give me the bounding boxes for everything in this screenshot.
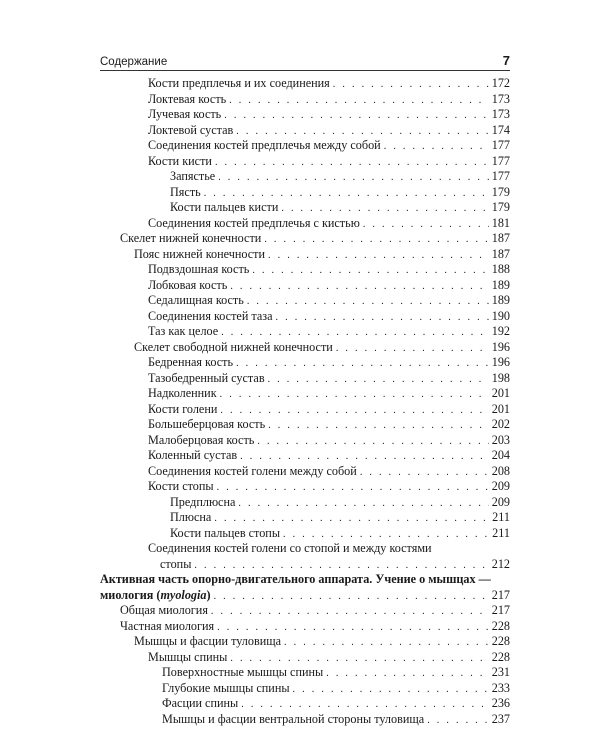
toc-entry-page: 233	[491, 680, 510, 695]
toc-entry-page: 196	[491, 339, 510, 354]
toc-entry	[100, 402, 510, 418]
toc-entry-page: 203	[491, 432, 510, 447]
toc-entry-label: Коленный сустав	[148, 448, 238, 462]
toc-leader-dots	[360, 465, 489, 481]
toc-leader-dots	[214, 511, 489, 527]
toc-entry-label: Плюсна	[170, 510, 212, 524]
toc-leader-dots	[247, 294, 489, 310]
toc-entry	[100, 665, 510, 681]
toc-entry-label: Таз как целое	[148, 324, 219, 338]
toc-entry-label: Бедренная кость	[148, 355, 234, 369]
toc-entry-label: Пясть	[170, 184, 201, 199]
toc-entry-label: Глубокие мышцы спины	[162, 680, 290, 695]
toc-section-title-cont	[100, 588, 211, 604]
toc-entry	[100, 355, 510, 371]
toc-entry-page: 209	[491, 479, 510, 493]
toc-leader-dots	[220, 387, 489, 403]
toc-entry-page: 177	[491, 169, 510, 183]
toc-entry-label: Мышцы спины	[148, 649, 228, 664]
toc-leader-dots	[230, 279, 488, 295]
toc-entry-page: 172	[491, 76, 510, 90]
toc-entry-label: Большеберцовая кость	[148, 417, 266, 431]
toc-entry-page: 179	[491, 184, 510, 199]
toc-leader-dots	[194, 558, 488, 574]
toc-entry-page: 189	[491, 293, 510, 307]
toc-entry-label: Общая миология	[120, 603, 208, 617]
toc-leader-dots	[241, 697, 488, 713]
toc-entry-label: Частная миология	[120, 618, 215, 633]
toc-entry-page: 204	[491, 448, 510, 462]
toc-entry-page: 187	[491, 246, 510, 261]
toc-entry-label: Тазобедренный сустав	[148, 370, 265, 385]
toc-entry-label: Пояс нижней конечности	[134, 246, 266, 261]
toc-leader-dots	[326, 666, 489, 682]
table-of-contents	[100, 76, 510, 727]
toc-entry-label: Локтевой сустав	[148, 122, 234, 137]
toc-entry-label: Соединения костей предплечья между собой	[148, 138, 381, 152]
toc-leader-dots	[238, 496, 488, 512]
toc-entry-page: 211	[492, 525, 510, 540]
toc-leader-dots	[217, 620, 489, 636]
toc-entry	[100, 92, 510, 108]
toc-entry-page: 231	[491, 665, 510, 679]
toc-entry-page: 181	[491, 215, 510, 230]
toc-main-list	[100, 76, 510, 541]
toc-entry	[100, 293, 510, 309]
toc-tail-list	[100, 603, 510, 727]
toc-entry	[100, 464, 510, 480]
toc-entry	[100, 76, 510, 92]
toc-entry-label: Кости кисти	[148, 153, 212, 168]
toc-entry-page: 236	[491, 696, 510, 710]
toc-entry-wrapped	[100, 541, 510, 572]
toc-leader-dots	[218, 170, 489, 186]
toc-entry	[100, 247, 510, 263]
toc-entry	[100, 696, 510, 712]
toc-leader-dots	[220, 403, 488, 419]
toc-entry-page: 177	[491, 138, 510, 152]
toc-entry	[100, 169, 510, 185]
toc-entry-label: Фасции спины	[162, 696, 239, 710]
toc-entry	[100, 495, 510, 511]
toc-entry-page: 202	[491, 417, 510, 431]
toc-entry	[100, 371, 510, 387]
toc-entry-page: 228	[491, 649, 510, 664]
toc-entry	[100, 526, 510, 542]
toc-entry	[100, 138, 510, 154]
toc-entry-page: 187	[491, 231, 510, 245]
toc-entry-label: Кости предплечья и их соединения	[148, 76, 330, 90]
toc-entry-label: Кости пальцев стопы	[170, 525, 281, 540]
toc-entry-label: Предплюсна	[170, 494, 236, 509]
running-header	[100, 50, 510, 70]
toc-section-title: Активная часть опорно-двигательного аппарата. Учение о мышцах —	[100, 572, 491, 586]
toc-entry-page: 179	[491, 200, 510, 214]
toc-leader-dots	[268, 418, 489, 434]
toc-entry-page: 174	[491, 122, 510, 137]
toc-entry	[100, 681, 510, 697]
toc-entry	[100, 200, 510, 216]
toc-entry	[100, 712, 510, 728]
toc-entry	[100, 324, 510, 340]
toc-leader-dots	[224, 108, 488, 124]
toc-entry-label: стопы	[160, 556, 192, 571]
toc-leader-dots	[221, 325, 489, 341]
toc-entry-page: 211	[492, 510, 510, 524]
toc-entry-page: 212	[491, 556, 510, 571]
toc-leader-dots	[229, 93, 489, 109]
toc-entry-page: 201	[491, 386, 510, 400]
toc-entry-label: Соединения костей голени между собой	[148, 463, 357, 478]
toc-entry	[100, 123, 510, 139]
toc-entry-page: 173	[491, 91, 510, 106]
toc-leader-dots	[257, 434, 488, 450]
toc-entry-page: 188	[491, 262, 510, 276]
toc-entry-page: 190	[491, 308, 510, 323]
toc-leader-dots	[240, 449, 489, 465]
toc-entry-label: Кости стопы	[148, 479, 214, 493]
toc-leader-dots	[211, 604, 489, 620]
toc-entry-page: 209	[491, 494, 510, 509]
toc-section-latin: myologia	[160, 587, 207, 602]
toc-entry	[100, 417, 510, 433]
toc-entry-page: 192	[491, 324, 510, 338]
header-section-title: Содержание	[100, 56, 168, 68]
toc-leader-dots	[281, 201, 488, 217]
toc-entry-page: 237	[491, 711, 510, 726]
toc-entry	[100, 386, 510, 402]
toc-entry-page: 173	[491, 107, 510, 121]
toc-entry-label: Соединения костей таза	[148, 308, 273, 323]
toc-entry	[100, 154, 510, 170]
toc-entry-label: Соединения костей голени со стопой и между костями	[148, 541, 432, 555]
toc-entry	[100, 309, 510, 325]
toc-leader-dots	[427, 713, 489, 729]
toc-leader-dots	[268, 372, 489, 388]
toc-section-suffix: )	[206, 587, 211, 602]
toc-entry-label: Соединения костей предплечья с кистью	[148, 215, 360, 230]
toc-entry	[100, 510, 510, 526]
toc-entry-page: 198	[491, 370, 510, 385]
toc-leader-dots	[293, 682, 489, 698]
header-rule	[100, 70, 510, 71]
toc-entry-label: Кости голени	[148, 401, 218, 416]
toc-leader-dots	[268, 248, 489, 264]
toc-entry-label: Подвздошная кость	[148, 262, 250, 276]
toc-leader-dots	[333, 77, 489, 93]
toc-entry	[100, 619, 510, 635]
toc-entry	[100, 479, 510, 495]
toc-leader-dots	[230, 651, 488, 667]
toc-entry	[100, 557, 510, 573]
toc-entry	[100, 278, 510, 294]
toc-leader-dots	[252, 263, 488, 279]
toc-entry-label: Скелет свободной нижней конечности	[134, 339, 333, 354]
toc-leader-dots	[217, 480, 489, 496]
toc-entry-label: Лобковая кость	[148, 277, 228, 292]
toc-leader-dots	[283, 527, 489, 543]
toc-entry-label: Седалищная кость	[148, 293, 244, 307]
toc-entry-page: 196	[491, 355, 510, 369]
toc-leader-dots	[236, 356, 489, 372]
toc-entry	[100, 262, 510, 278]
toc-entry-label: Кости пальцев кисти	[170, 200, 279, 214]
toc-section-heading	[100, 572, 510, 603]
toc-leader-dots	[363, 217, 489, 233]
toc-leader-dots	[264, 232, 488, 248]
header-page-number: 7	[502, 53, 510, 68]
toc-entry-page: 217	[491, 587, 510, 602]
toc-entry-page: 189	[491, 277, 510, 292]
toc-entry-page: 201	[491, 401, 510, 416]
toc-entry-label: Поверхностные мышцы спины	[162, 665, 324, 679]
toc-leader-dots	[204, 186, 489, 202]
toc-leader-dots	[384, 139, 489, 155]
toc-leader-dots	[214, 589, 489, 605]
toc-entry-page: 177	[491, 153, 510, 168]
toc-leader-dots	[336, 341, 489, 357]
toc-entry-label: Локтевая кость	[148, 91, 227, 106]
toc-entry	[100, 634, 510, 650]
toc-entry	[100, 340, 510, 356]
toc-entry	[100, 185, 510, 201]
toc-entry	[100, 231, 510, 247]
toc-entry	[100, 588, 510, 604]
toc-entry-label: Мышцы и фасции вентральной стороны туловища	[162, 711, 425, 726]
toc-entry	[100, 650, 510, 666]
toc-entry-label: Лучевая кость	[148, 107, 222, 121]
toc-entry	[100, 216, 510, 232]
toc-leader-dots	[284, 635, 489, 651]
toc-entry-page: 228	[491, 634, 510, 648]
toc-entry-label: Мышцы и фасции туловища	[134, 634, 282, 648]
toc-entry	[100, 448, 510, 464]
toc-leader-dots	[236, 124, 488, 140]
toc-section-prefix: миология (	[100, 587, 161, 602]
toc-entry-label: Малоберцовая кость	[148, 432, 255, 447]
toc-entry	[100, 433, 510, 449]
toc-entry	[100, 107, 510, 123]
toc-entry	[100, 603, 510, 619]
toc-leader-dots	[215, 155, 489, 171]
toc-leader-dots	[276, 310, 489, 326]
toc-entry-label: Скелет нижней конечности	[120, 231, 262, 245]
toc-entry-label: Запястье	[170, 169, 216, 183]
toc-entry-page: 208	[491, 463, 510, 478]
toc-entry-page: 228	[491, 618, 510, 633]
toc-entry-page: 217	[491, 603, 510, 617]
toc-entry-label: Надколенник	[148, 386, 217, 400]
